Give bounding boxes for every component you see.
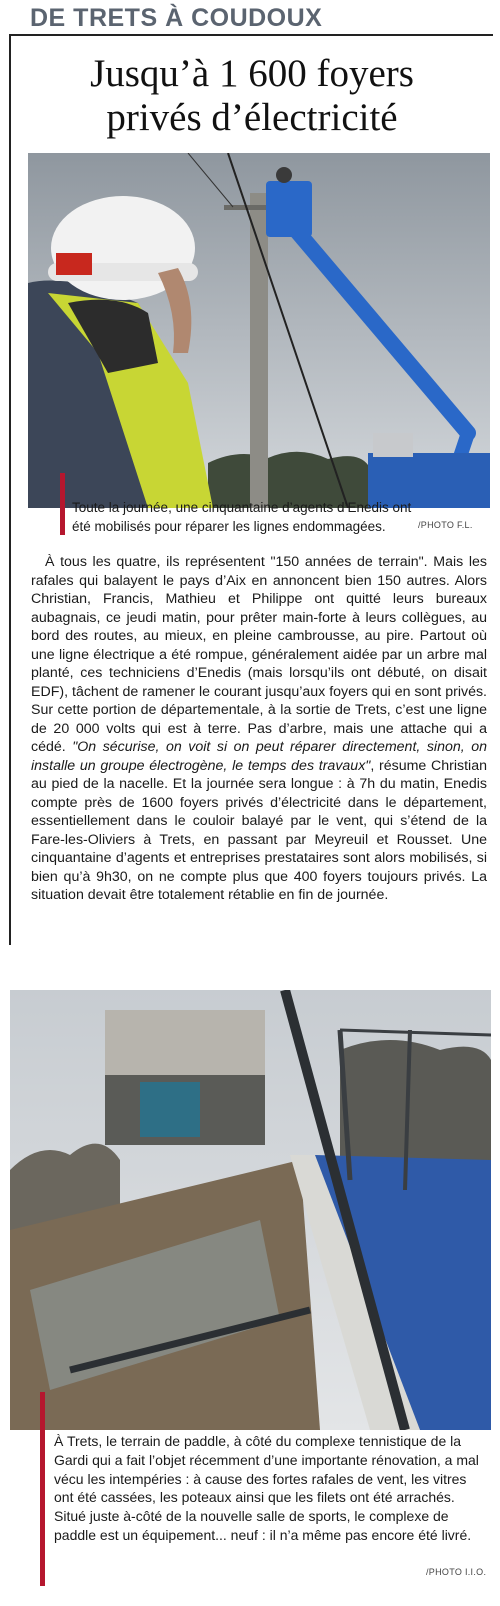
article-paragraph-1: À tous les quatre, ils représentent "150 années de terrain". Mais les rafales qui balayent le pays d’Aix en annoncent bien 150 autres. Alors Christian, Francis, Mathieu et Philippe ont quitté leurs bureaux aubagnais, ce jeudi matin, pour prêter main-forte à leurs collègues, au bord des routes, au mieux, en pleine cambrousse, au pire. Partout où une ligne électrique a été rompue, généralement aidée par un arbre mal planté, ces techniciens d’Enedis (mais lorsqu’ils ont débuté, on disait EDF), tâchent de ramener le courant jusqu’aux foyers qui en sont privés. Sur cette portion de départementale, à la sortie de Trets, c’est une ligne de 20 000 volts qui est à terre. Pas d’arbre, mais une attache qui a cédé. bbox=[31, 554, 487, 755]
article-body bbox=[31, 553, 487, 905]
caption-accent-bar bbox=[60, 473, 65, 535]
caption-accent-bar-2 bbox=[40, 1392, 45, 1586]
article-paragraph-2: , résume Christian au pied de la nacelle. Et la journée sera longue : à 7h du matin, Enedis compte près de 1600 foyers privés d’électricité dans le département, essentiellement dans le couloir balayé par le vent, qui s’étend de la Fare-les-Oliviers à Trets, en passant par Meyreuil et Rousset. Une cinquantaine d’agents et entreprises prestataires sont alors mobilisés, si bien qu’à 9h30, on ne compte plus que 400 foyers toujours privés. La situation devait être totalement rétablie en fin de journée. bbox=[31, 757, 487, 903]
photo-paddle-illustration bbox=[10, 990, 491, 1430]
photo-enedis-technicians bbox=[28, 153, 490, 508]
photo1-credit: /PHOTO F.L. bbox=[418, 520, 473, 530]
article-quote: "On sécurise, on voit si on peut réparer directement, sinon, on installe un groupe électrogène, le temps des travaux" bbox=[31, 739, 487, 774]
photo2-caption: À Trets, le terrain de paddle, à côté du complexe tennistique de la Gardi qui a fait l’objet récemment d’une importante rénovation, a mal vécu les intempéries : à cause des fortes rafales de vent, les vitres ont été cassées, les poteaux ainsi que les filets ont été arrachés. Situé juste à-côté de la nouvelle salle de sports, le complexe de paddle est un équipement... neuf : il n’a même pas encore été livré. bbox=[54, 1433, 479, 1543]
photo-paddle-court bbox=[10, 990, 491, 1430]
section-divider bbox=[0, 945, 500, 957]
photo1-caption: Toute la journée, une cinquantaine d’agents d’Enedis ont été mobilisés pour réparer les lignes endommagées. bbox=[72, 500, 412, 534]
photo2-credit: /PHOTO I.I.O. bbox=[426, 1567, 487, 1577]
headline bbox=[12, 52, 492, 140]
photo-enedis-illustration bbox=[28, 153, 490, 508]
section-kicker: DE TRETS À COUDOUX bbox=[30, 4, 323, 32]
headline-line-1: Jusqu’à 1 600 foyers bbox=[90, 52, 414, 95]
headline-line-2: privés d’électricité bbox=[106, 96, 398, 139]
